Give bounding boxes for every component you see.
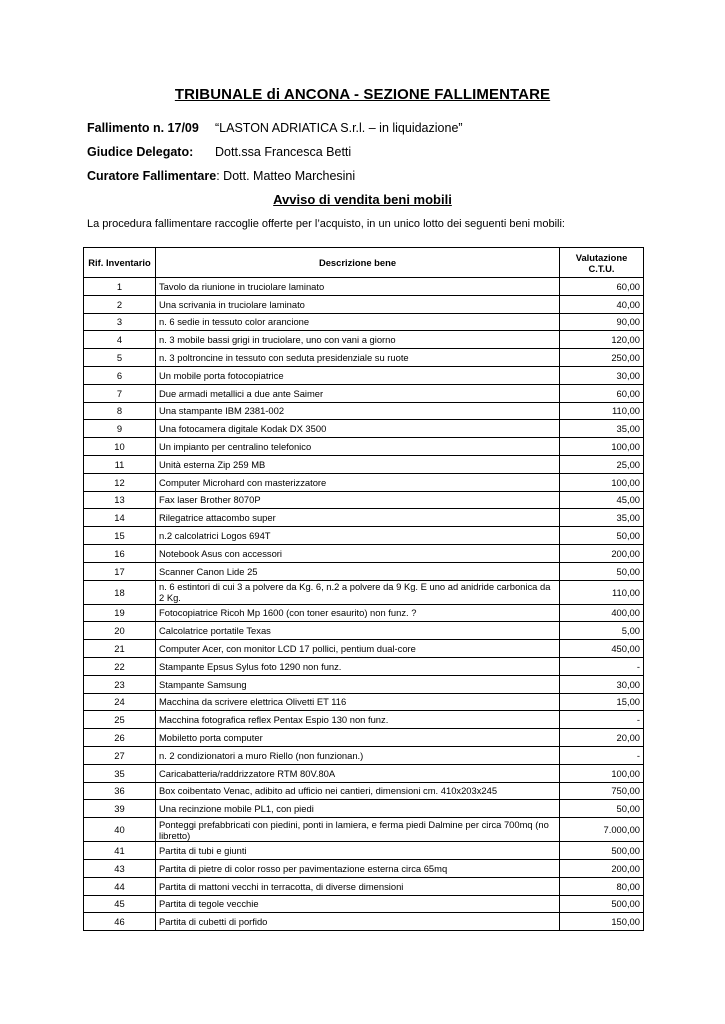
row-rif: 44 bbox=[84, 877, 156, 895]
row-description: Tavolo da riunione in truciolare laminato bbox=[156, 278, 560, 296]
row-description: Ponteggi prefabbricati con piedini, ponti in lamiera, e ferma piedi Dalmine per circa 700mq (no libretto) bbox=[156, 818, 560, 842]
row-description: Caricabatteria/raddrizzatore RTM 80V.80A bbox=[156, 764, 560, 782]
court-title: TRIBUNALE di ANCONA - SEZIONE FALLIMENTARE bbox=[174, 86, 551, 103]
table-row bbox=[84, 455, 644, 473]
row-description: Calcolatrice portatile Texas bbox=[156, 622, 560, 640]
row-rif: 11 bbox=[84, 455, 156, 473]
row-valuation: 100,00 bbox=[560, 473, 644, 491]
intro-text: La procedura fallimentare raccoglie offerte per l’acquisto, in un unico lotto dei seguenti beni mobili: bbox=[87, 218, 565, 230]
table-row bbox=[84, 544, 644, 562]
table-row bbox=[84, 729, 644, 747]
fallimento-value: “LASTON ADRIATICA S.r.l. – in liquidazione” bbox=[215, 121, 463, 135]
row-rif: 35 bbox=[84, 764, 156, 782]
table-row bbox=[84, 562, 644, 580]
row-valuation: 15,00 bbox=[560, 693, 644, 711]
giudice-line bbox=[87, 145, 352, 159]
table-row bbox=[84, 622, 644, 640]
row-valuation: 100,00 bbox=[560, 438, 644, 456]
row-description: n. 3 poltroncine in tessuto con seduta presidenziale su ruote bbox=[156, 349, 560, 367]
row-description: n.2 calcolatrici Logos 694T bbox=[156, 527, 560, 545]
giudice-label: Giudice Delegato: bbox=[87, 145, 194, 159]
row-description: n. 6 sedie in tessuto color arancione bbox=[156, 313, 560, 331]
row-rif: 39 bbox=[84, 800, 156, 818]
row-rif: 7 bbox=[84, 384, 156, 402]
row-description: Stampante Samsung bbox=[156, 675, 560, 693]
header-rif: Rif. Inventario bbox=[84, 248, 156, 278]
row-description: Partita di tegole vecchie bbox=[156, 895, 560, 913]
row-valuation: 750,00 bbox=[560, 782, 644, 800]
table-row bbox=[84, 842, 644, 860]
table-row bbox=[84, 657, 644, 675]
row-rif: 14 bbox=[84, 509, 156, 527]
row-description: Macchina da scrivere elettrica Olivetti ET 116 bbox=[156, 693, 560, 711]
table-row bbox=[84, 491, 644, 509]
row-valuation: 90,00 bbox=[560, 313, 644, 331]
row-rif: 8 bbox=[84, 402, 156, 420]
row-rif: 2 bbox=[84, 295, 156, 313]
table-row bbox=[84, 402, 644, 420]
row-description: Mobiletto porta computer bbox=[156, 729, 560, 747]
row-description: Un mobile porta fotocopiatrice bbox=[156, 366, 560, 384]
row-valuation: 450,00 bbox=[560, 640, 644, 658]
row-rif: 13 bbox=[84, 491, 156, 509]
row-description: Un impianto per centralino telefonico bbox=[156, 438, 560, 456]
row-description: Una fotocamera digitale Kodak DX 3500 bbox=[156, 420, 560, 438]
row-valuation: 120,00 bbox=[560, 331, 644, 349]
row-description: Partita di pietre di color rosso per pavimentazione esterna circa 65mq bbox=[156, 859, 560, 877]
row-description: Unità esterna Zip 259 MB bbox=[156, 455, 560, 473]
table-row bbox=[84, 818, 644, 842]
row-rif: 25 bbox=[84, 711, 156, 729]
table-row bbox=[84, 366, 644, 384]
row-valuation: 30,00 bbox=[560, 366, 644, 384]
row-rif: 12 bbox=[84, 473, 156, 491]
row-valuation: 30,00 bbox=[560, 675, 644, 693]
row-valuation: 35,00 bbox=[560, 509, 644, 527]
row-valuation: - bbox=[560, 657, 644, 675]
row-rif: 9 bbox=[84, 420, 156, 438]
row-rif: 41 bbox=[84, 842, 156, 860]
row-rif: 1 bbox=[84, 278, 156, 296]
fallimento-label: Fallimento n. 17/09 bbox=[87, 121, 199, 135]
row-rif: 46 bbox=[84, 913, 156, 931]
row-rif: 3 bbox=[84, 313, 156, 331]
row-description: n. 2 condizionatori a muro Riello (non funzionan.) bbox=[156, 746, 560, 764]
row-rif: 5 bbox=[84, 349, 156, 367]
row-rif: 40 bbox=[84, 818, 156, 842]
row-valuation: 50,00 bbox=[560, 800, 644, 818]
table-row bbox=[84, 800, 644, 818]
table-row bbox=[84, 384, 644, 402]
notice-subtitle: Avviso di vendita beni mobili bbox=[273, 192, 452, 207]
table-row bbox=[84, 782, 644, 800]
row-description: Rilegatrice attacombo super bbox=[156, 509, 560, 527]
row-rif: 18 bbox=[84, 580, 156, 604]
row-description: Due armadi metallici a due ante Saimer bbox=[156, 384, 560, 402]
row-description: Fotocopiatrice Ricoh Mp 1600 (con toner esaurito) non funz. ? bbox=[156, 604, 560, 622]
table-row bbox=[84, 580, 644, 604]
table-row bbox=[84, 640, 644, 658]
header-valutazione: Valutazione C.T.U. bbox=[560, 248, 644, 278]
row-rif: 4 bbox=[84, 331, 156, 349]
table-row bbox=[84, 473, 644, 491]
table-row bbox=[84, 349, 644, 367]
inventory-table bbox=[83, 247, 644, 931]
table-row bbox=[84, 438, 644, 456]
curatore-label: Curatore Fallimentare bbox=[87, 169, 217, 183]
row-rif: 6 bbox=[84, 366, 156, 384]
row-valuation: 60,00 bbox=[560, 384, 644, 402]
row-valuation: 20,00 bbox=[560, 729, 644, 747]
row-valuation: - bbox=[560, 746, 644, 764]
row-valuation: 110,00 bbox=[560, 402, 644, 420]
header-descrizione: Descrizione bene bbox=[156, 248, 560, 278]
row-valuation: 60,00 bbox=[560, 278, 644, 296]
row-description: Partita di mattoni vecchi in terracotta, di diverse dimensioni bbox=[156, 877, 560, 895]
row-valuation: 400,00 bbox=[560, 604, 644, 622]
row-valuation: 500,00 bbox=[560, 895, 644, 913]
row-valuation: 150,00 bbox=[560, 913, 644, 931]
table-row bbox=[84, 604, 644, 622]
table-row bbox=[84, 764, 644, 782]
row-valuation: 50,00 bbox=[560, 527, 644, 545]
row-description: Una recinzione mobile PL1, con piedi bbox=[156, 800, 560, 818]
row-valuation: 80,00 bbox=[560, 877, 644, 895]
row-rif: 27 bbox=[84, 746, 156, 764]
row-valuation: 7.000,00 bbox=[560, 818, 644, 842]
table-row bbox=[84, 693, 644, 711]
row-rif: 26 bbox=[84, 729, 156, 747]
row-description: Fax laser Brother 8070P bbox=[156, 491, 560, 509]
row-valuation: 500,00 bbox=[560, 842, 644, 860]
row-rif: 15 bbox=[84, 527, 156, 545]
table-row bbox=[84, 859, 644, 877]
table-row bbox=[84, 278, 644, 296]
table-row bbox=[84, 746, 644, 764]
row-description: n. 6 estintori di cui 3 a polvere da Kg. 6, n.2 a polvere da 9 Kg. E uno ad anidride carbonica da 2 Kg. bbox=[156, 580, 560, 604]
row-valuation: - bbox=[560, 711, 644, 729]
table-row bbox=[84, 331, 644, 349]
row-valuation: 200,00 bbox=[560, 544, 644, 562]
row-valuation: 5,00 bbox=[560, 622, 644, 640]
table-row bbox=[84, 527, 644, 545]
row-description: Computer Acer, con monitor LCD 17 pollici, pentium dual-core bbox=[156, 640, 560, 658]
row-valuation: 40,00 bbox=[560, 295, 644, 313]
table-row bbox=[84, 877, 644, 895]
row-rif: 43 bbox=[84, 859, 156, 877]
table-header-row bbox=[84, 248, 644, 278]
row-description: Notebook Asus con accessori bbox=[156, 544, 560, 562]
table-row bbox=[84, 895, 644, 913]
curatore-value: : Dott. Matteo Marchesini bbox=[216, 169, 356, 183]
row-valuation: 35,00 bbox=[560, 420, 644, 438]
row-description: Computer Microhard con masterizzatore bbox=[156, 473, 560, 491]
row-valuation: 250,00 bbox=[560, 349, 644, 367]
table-row bbox=[84, 295, 644, 313]
row-description: Partita di cubetti di porfido bbox=[156, 913, 560, 931]
table-row bbox=[84, 313, 644, 331]
fallimento-line bbox=[87, 121, 463, 135]
row-rif: 23 bbox=[84, 675, 156, 693]
row-description: Stampante Epsus Sylus foto 1290 non funz. bbox=[156, 657, 560, 675]
row-rif: 21 bbox=[84, 640, 156, 658]
table-row bbox=[84, 420, 644, 438]
giudice-value: Dott.ssa Francesca Betti bbox=[215, 145, 352, 159]
table-body bbox=[84, 278, 644, 931]
row-valuation: 45,00 bbox=[560, 491, 644, 509]
row-description: Partita di tubi e giunti bbox=[156, 842, 560, 860]
row-valuation: 110,00 bbox=[560, 580, 644, 604]
row-description: Macchina fotografica reflex Pentax Espio 130 non funz. bbox=[156, 711, 560, 729]
table-row bbox=[84, 913, 644, 931]
curatore-line bbox=[87, 169, 355, 183]
row-valuation: 100,00 bbox=[560, 764, 644, 782]
row-rif: 45 bbox=[84, 895, 156, 913]
row-valuation: 200,00 bbox=[560, 859, 644, 877]
row-valuation: 25,00 bbox=[560, 455, 644, 473]
table-row bbox=[84, 509, 644, 527]
table-row bbox=[84, 675, 644, 693]
row-valuation: 50,00 bbox=[560, 562, 644, 580]
row-description: Una scrivania in truciolare laminato bbox=[156, 295, 560, 313]
row-rif: 19 bbox=[84, 604, 156, 622]
table-row bbox=[84, 711, 644, 729]
row-description: Box coibentato Venac, adibito ad ufficio nei cantieri, dimensioni cm. 410x203x245 bbox=[156, 782, 560, 800]
row-description: Scanner Canon Lide 25 bbox=[156, 562, 560, 580]
row-rif: 36 bbox=[84, 782, 156, 800]
row-rif: 17 bbox=[84, 562, 156, 580]
row-rif: 20 bbox=[84, 622, 156, 640]
row-rif: 10 bbox=[84, 438, 156, 456]
row-description: Una stampante IBM 2381-002 bbox=[156, 402, 560, 420]
row-description: n. 3 mobile bassi grigi in truciolare, uno con vani a giorno bbox=[156, 331, 560, 349]
row-rif: 16 bbox=[84, 544, 156, 562]
row-rif: 24 bbox=[84, 693, 156, 711]
row-rif: 22 bbox=[84, 657, 156, 675]
